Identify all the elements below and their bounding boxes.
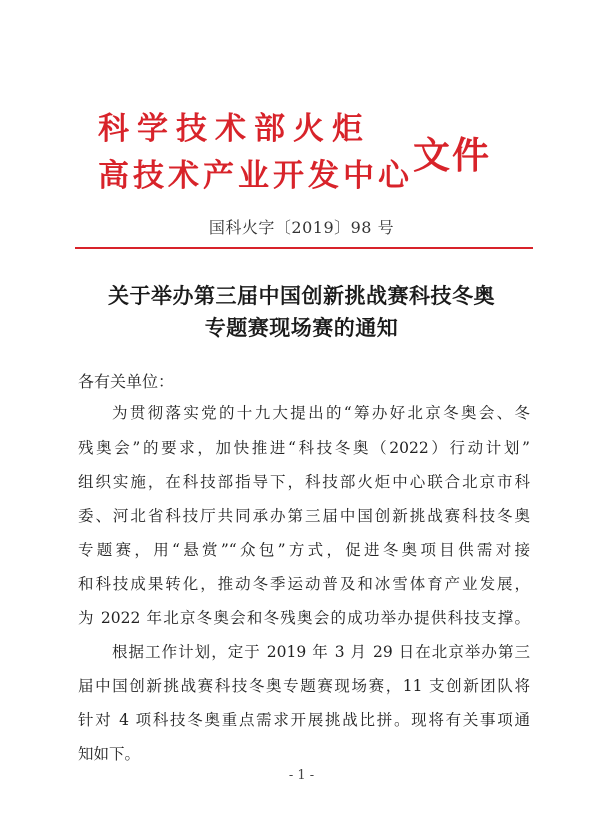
document-title-line2: 专题赛现场赛的通知 (204, 315, 399, 340)
salutation: 各有关单位： (78, 372, 175, 391)
document-number: 国科火字〔2019〕98 号 (208, 218, 395, 237)
paragraph1-line: 为 2022 年北京冬奥会和冬残奥会的成功举办提供科技支撑。 (78, 609, 530, 627)
page-number: - 1 - (288, 768, 315, 783)
paragraph1-line: 残奥会”的要求，加快推进“科技冬奥（2022）行动计划” (78, 439, 530, 457)
issuer-name-line2: 高技术产业开发中心 (98, 158, 413, 194)
paragraph1-line: 委、河北省科技厅共同承办第三届中国创新挑战赛科技冬奥 (78, 507, 530, 525)
document-title-line1: 关于举办第三届中国创新挑战赛科技冬奥 (108, 283, 495, 308)
paragraph1-line: 为贯彻落实党的十九大提出的“筹办好北京冬奥会、冬 (112, 404, 530, 422)
paragraph2-line: 针对 4 项科技冬奥重点需求开展挑战比拼。现将有关事项通 (78, 711, 530, 729)
paragraph1-line: 组织实施，在科技部指导下，科技部火炬中心联合北京市科 (78, 473, 530, 491)
header-divider (75, 247, 533, 249)
paragraph1-line: 和科技成果转化，推动冬季运动普及和冰雪体育产业发展， (78, 575, 530, 593)
paragraph2-line: 届中国创新挑战赛科技冬奥专题赛现场赛，11 支创新团队将 (78, 677, 530, 695)
issuer-name-line1: 科学技术部火炬 (98, 111, 371, 147)
document-type-label: 文件 (413, 133, 491, 177)
paragraph2-line: 根据工作计划，定于 2019 年 3 月 29 日在北京举办第三 (112, 643, 530, 661)
paragraph1-line: 专题赛，用“悬赏”“众包”方式，促进冬奥项目供需对接 (78, 541, 530, 559)
paragraph2-line: 知如下。 (78, 745, 141, 763)
